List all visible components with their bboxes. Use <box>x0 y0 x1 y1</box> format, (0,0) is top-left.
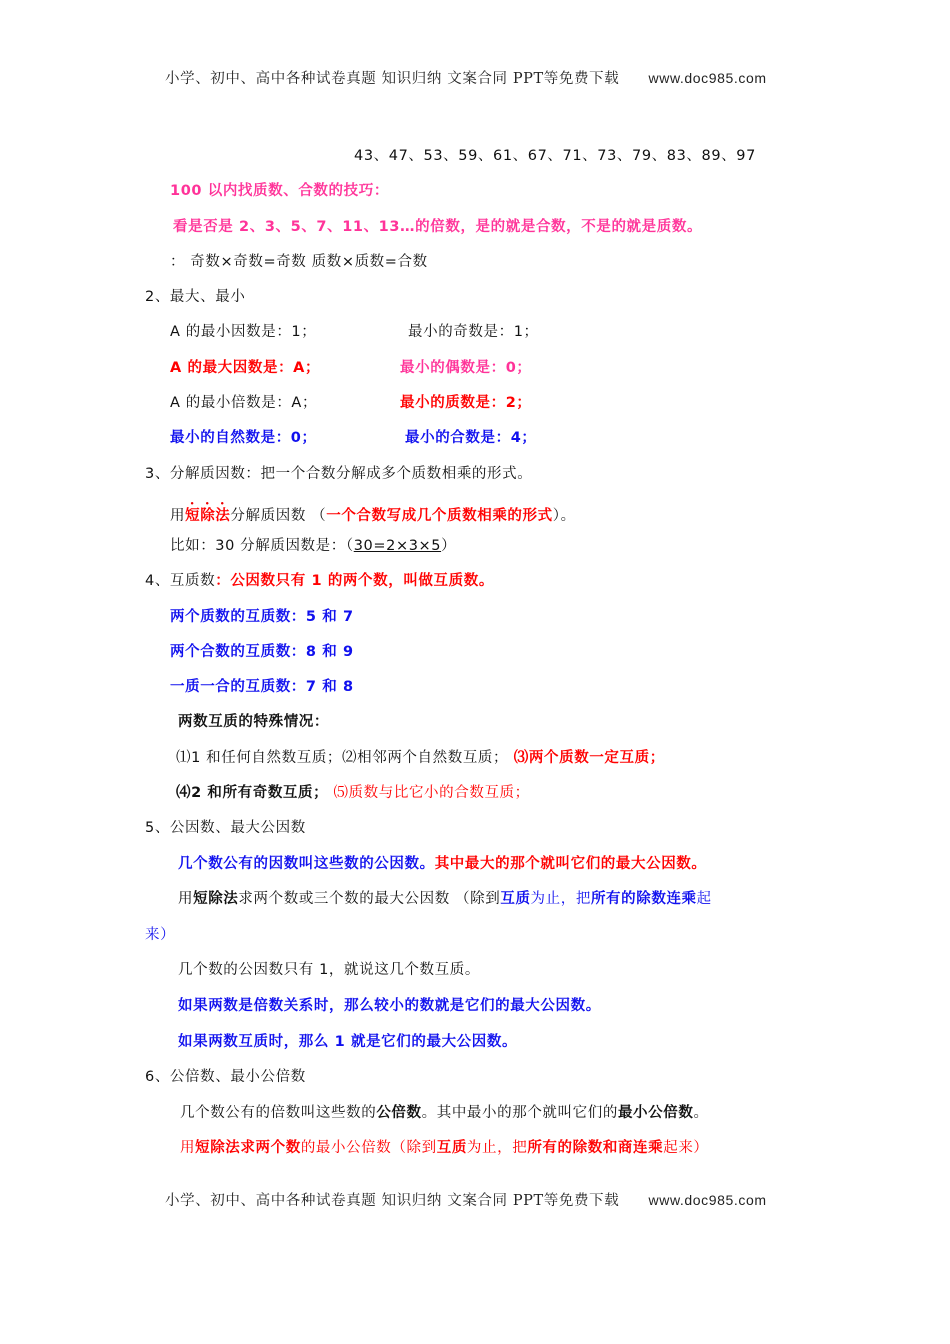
text-segment: ： 奇数×奇数=奇数 <box>170 254 307 270</box>
text-segment: 求两个数或三个数的最大公因数 （除到 <box>238 891 501 907</box>
text-segment: 来） <box>145 927 176 943</box>
text-segment: 互质 <box>436 1140 467 1156</box>
text-segment: 5、公因数、最大公因数 <box>145 820 306 836</box>
text-segment: ）。 <box>552 508 576 524</box>
text-segment: 看是否是 2、3、5、7、11、13…的倍数，是的就是合数，不是的就是质数。 <box>173 219 703 235</box>
text-segment: 最小的合数是：4； <box>405 430 537 446</box>
gcf-multiple-rule <box>178 996 601 1016</box>
text-segment: 两数互质的特殊情况： <box>178 714 329 730</box>
footer-text: 小学、初中、高中各种试卷真题 知识归纳 文案合同 PPT等免费下载 <box>165 1193 620 1209</box>
header-text: 小学、初中、高中各种试卷真题 知识归纳 文案合同 PPT等免费下载 <box>165 71 620 87</box>
gcf-coprime-rule <box>178 1032 517 1052</box>
text-segment: 用 <box>180 1140 196 1156</box>
text-segment: 互质 <box>500 891 531 907</box>
text-segment: 。其中最小的那个就叫它们的 <box>421 1105 618 1121</box>
text-segment: 最小的质数是：2； <box>400 395 532 411</box>
min-factor <box>170 322 316 342</box>
text-segment: 所有的除数和商连乘 <box>527 1140 664 1156</box>
lcm-definition <box>180 1103 709 1123</box>
text-segment: 如果两数互质时，那么 1 就是它们的最大公因数。 <box>178 1034 518 1050</box>
odd-prime-products <box>170 252 428 272</box>
text-segment: 43、47、53、59、61、67、71、73、79、83、89、97 <box>354 148 756 164</box>
max-factor <box>170 358 320 378</box>
coprime-cases-2 <box>176 783 530 803</box>
text-segment: 一质一合的互质数：7 和 8 <box>170 679 354 695</box>
text-segment: 30=2×3×5 <box>353 538 442 554</box>
text-segment: 两个质数的互质数：5 和 7 <box>170 609 354 625</box>
text-segment: 公倍数 <box>376 1105 422 1121</box>
min-multiple <box>170 393 317 413</box>
text-segment: 6、公倍数、最小公倍数 <box>145 1069 306 1085</box>
text-segment: 一个合数写成几个质数相乘的形式 <box>326 508 553 524</box>
min-even <box>400 358 532 378</box>
text-segment: 最小的自然数是：0； <box>170 430 317 446</box>
text-segment: A 的最大因数是：A； <box>170 360 321 376</box>
text-segment: 2、最大、最小 <box>145 289 246 305</box>
text-segment: 其中最大的那个就叫它们的最大公因数。 <box>434 856 707 872</box>
coprime-gcf-note <box>178 960 480 980</box>
text-segment: 质数×质数=合数 <box>306 254 428 270</box>
text-segment: 100 以内找质数、合数的技巧： <box>170 183 389 199</box>
min-natural <box>170 428 317 448</box>
coprime-two-composites <box>170 642 354 662</box>
coprime-prime-composite <box>170 677 354 697</box>
gcf-method <box>178 889 712 909</box>
text-segment: 短除法求两个数 <box>195 1140 301 1156</box>
text-segment: 几个数公有的因数叫这些数的公因数。 <box>178 856 435 872</box>
page-footer <box>165 1190 767 1211</box>
text-segment: ⑸质数与比它小的合数互质； <box>328 785 530 801</box>
gcf-method-cont <box>145 925 175 945</box>
text-segment: ⑴1 和任何自然数互质；⑵相邻两个自然数互质； <box>176 750 509 766</box>
factorization-example <box>170 536 456 556</box>
section-2-heading <box>145 287 245 307</box>
coprime-cases-1 <box>176 748 665 768</box>
gcf-definition <box>178 854 707 874</box>
coprime-special-title <box>178 712 329 732</box>
text-segment: 用 <box>170 508 186 524</box>
text-segment: A 的最小因数是：1； <box>170 324 317 340</box>
text-segment: 最小公倍数 <box>617 1105 694 1121</box>
text-segment: 起来） <box>663 1140 709 1156</box>
text-segment: 分解质因数 （ <box>230 508 327 524</box>
min-composite <box>405 428 537 448</box>
text-segment: A 的最小倍数是：A； <box>170 395 318 411</box>
text-segment: 的最小公倍数（除到 <box>300 1140 437 1156</box>
text-segment: 最小的奇数是：1； <box>408 324 539 340</box>
min-odd <box>408 322 539 342</box>
text-segment: 3、分解质因数：把一个合数分解成多个质数相乘的形式。 <box>145 466 533 482</box>
text-segment: 。 <box>693 1105 709 1121</box>
footer-site: www.doc985.com <box>648 1192 767 1208</box>
text-segment: 最小的偶数是：0； <box>400 360 532 376</box>
min-prime <box>400 393 532 413</box>
page-header <box>165 68 767 89</box>
tip-rule <box>173 217 702 237</box>
prime-list <box>354 146 756 166</box>
text-segment: ） <box>441 538 457 554</box>
section-5-heading <box>145 818 306 838</box>
text-segment: 几个数公有的倍数叫这些数的 <box>180 1105 377 1121</box>
coprime-two-primes <box>170 607 354 627</box>
short-division-note <box>170 500 576 526</box>
text-segment: 用 <box>178 891 194 907</box>
section-6-heading <box>145 1067 306 1087</box>
text-segment: 几个数的公因数只有 1，就说这几个数互质。 <box>178 962 480 978</box>
text-segment: 所有的除数连乘 <box>590 891 697 907</box>
text-segment: 短除法 <box>185 508 231 524</box>
tip-title <box>170 181 389 201</box>
section-3-heading <box>145 464 532 484</box>
header-site: www.doc985.com <box>648 70 767 86</box>
text-segment: 两个合数的互质数：8 和 9 <box>170 644 354 660</box>
text-segment: 为止，把 <box>466 1140 528 1156</box>
text-segment: 4、互质数 <box>145 573 216 589</box>
text-segment: ：公因数只有 1 的两个数，叫做互质数。 <box>215 573 494 589</box>
lcm-method <box>180 1138 709 1158</box>
text-segment: 起 <box>696 891 712 907</box>
text-segment: 比如：30 分解质因数是：（ <box>170 538 354 554</box>
text-segment: 短除法 <box>193 891 239 907</box>
text-segment: 为止，把 <box>530 891 591 907</box>
text-segment: ⑶两个质数一定互质； <box>508 750 665 766</box>
section-4-heading <box>145 571 494 591</box>
text-segment: 如果两数是倍数关系时，那么较小的数就是它们的最大公因数。 <box>178 998 601 1014</box>
text-segment: ⑷2 和所有奇数互质； <box>176 785 329 801</box>
